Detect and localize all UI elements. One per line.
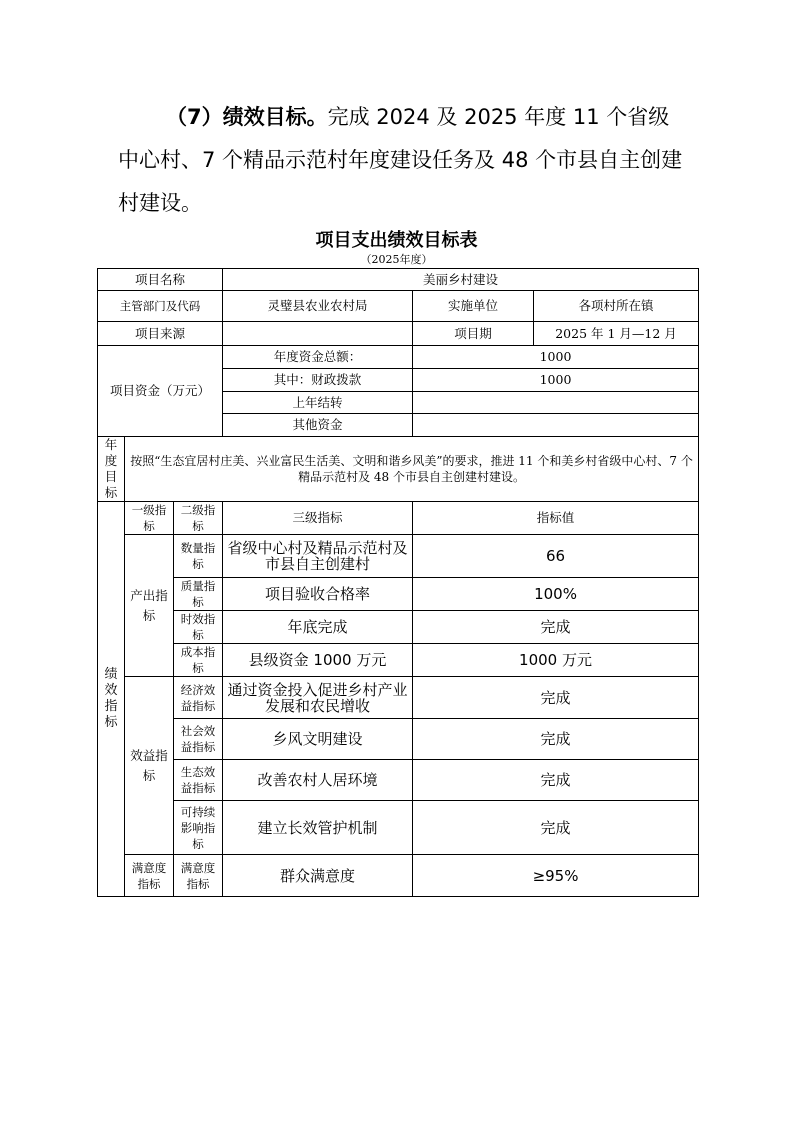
funds-label: 项目资金（万元） — [98, 346, 223, 437]
col-level1-header: 一级指标 — [125, 502, 174, 535]
benefit-indicators-label: 效益指标 — [125, 677, 174, 855]
level2-cell: 数量指标 — [174, 535, 223, 578]
level3-cell: 项目验收合格率 — [223, 578, 413, 611]
funds-carry-label: 上年结转 — [223, 392, 413, 414]
value-cell: 完成 — [413, 801, 699, 855]
impl-unit-value: 各项村所在镇 — [534, 291, 699, 322]
level2-cell: 经济效益指标 — [174, 677, 223, 719]
table-row — [98, 677, 699, 719]
project-name-label: 项目名称 — [98, 269, 223, 291]
table-row — [98, 535, 699, 578]
value-cell: 1000 万元 — [413, 644, 699, 677]
level3-cell: 县级资金 1000 万元 — [223, 644, 413, 677]
funds-total-value: 1000 — [413, 346, 699, 369]
level3-cell: 通过资金投入促进乡村产业发展和农民增收 — [223, 677, 413, 719]
funds-carry-value — [413, 392, 699, 414]
table-row — [98, 611, 699, 644]
funds-fiscal-value: 1000 — [413, 369, 699, 392]
level3-cell: 群众满意度 — [223, 855, 413, 897]
source-label: 项目来源 — [98, 322, 223, 346]
intro-paragraph — [118, 96, 688, 225]
source-value — [223, 322, 413, 346]
funds-fiscal-label: 其中：财政拨款 — [223, 369, 413, 392]
level3-cell: 改善农村人居环境 — [223, 760, 413, 801]
table-year: （2025年度） — [360, 253, 433, 266]
level2-cell: 生态效益指标 — [174, 760, 223, 801]
impl-unit-label: 实施单位 — [413, 291, 534, 322]
level3-cell: 省级中心村及精品示范村及市县自主创建村 — [223, 535, 413, 578]
value-cell: 完成 — [413, 611, 699, 644]
intro-heading: （7）绩效目标。 — [166, 105, 328, 129]
table-row — [98, 346, 699, 369]
table-row — [98, 578, 699, 611]
table-row — [98, 502, 699, 535]
level2-cell: 可持续影响指标 — [174, 801, 223, 855]
dept-label: 主管部门及代码 — [98, 291, 223, 322]
table-row — [98, 801, 699, 855]
col-level3-header: 三级指标 — [223, 502, 413, 535]
table-row — [98, 291, 699, 322]
level2-cell: 满意度指标 — [174, 855, 223, 897]
annual-goal-label: 年度目标 — [98, 437, 125, 502]
value-cell: 完成 — [413, 677, 699, 719]
col-level2-header: 二级指标 — [174, 502, 223, 535]
satisfaction-indicators-label: 满意度指标 — [125, 855, 174, 897]
funds-other-label: 其他资金 — [223, 414, 413, 437]
project-name-value: 美丽乡村建设 — [223, 269, 699, 291]
level2-cell: 质量指标 — [174, 578, 223, 611]
intro-text: 完成 2024 及 2025 年度 11 个省级中心村、7 个精品示范村年度建设任务及 48 个市县自主创建村建设。 — [118, 105, 683, 215]
level3-cell: 建立长效管护机制 — [223, 801, 413, 855]
table-title: 项目支出绩效目标表 — [315, 230, 478, 251]
annual-goal-text: 按照“生态宜居村庄美、兴业富民生活美、文明和谐乡风美”的要求，推进 11 个和美乡村省级中心村、7 个精品示范村及 48 个市县自主创建村建设。 — [125, 437, 699, 502]
level3-cell: 年底完成 — [223, 611, 413, 644]
output-indicators-label: 产出指标 — [125, 535, 174, 677]
table-row — [98, 719, 699, 760]
table-row — [98, 269, 699, 291]
table-row — [98, 322, 699, 346]
value-cell: 66 — [413, 535, 699, 578]
indicators-side-label: 绩效指标 — [98, 502, 125, 897]
value-cell: 完成 — [413, 719, 699, 760]
table-row — [98, 644, 699, 677]
level3-cell: 乡风文明建设 — [223, 719, 413, 760]
period-value: 2025 年 1 月—12 月 — [534, 322, 699, 346]
value-cell: 100% — [413, 578, 699, 611]
value-cell: 完成 — [413, 760, 699, 801]
table-row — [98, 855, 699, 897]
period-label: 项目期 — [413, 322, 534, 346]
performance-table — [97, 268, 699, 897]
table-row — [98, 437, 699, 502]
value-cell: ≥95% — [413, 855, 699, 897]
col-value-header: 指标值 — [413, 502, 699, 535]
funds-total-label: 年度资金总额： — [223, 346, 413, 369]
table-row — [98, 760, 699, 801]
level2-cell: 时效指标 — [174, 611, 223, 644]
dept-value: 灵璧县农业农村局 — [223, 291, 413, 322]
level2-cell: 成本指标 — [174, 644, 223, 677]
level2-cell: 社会效益指标 — [174, 719, 223, 760]
funds-other-value — [413, 414, 699, 437]
